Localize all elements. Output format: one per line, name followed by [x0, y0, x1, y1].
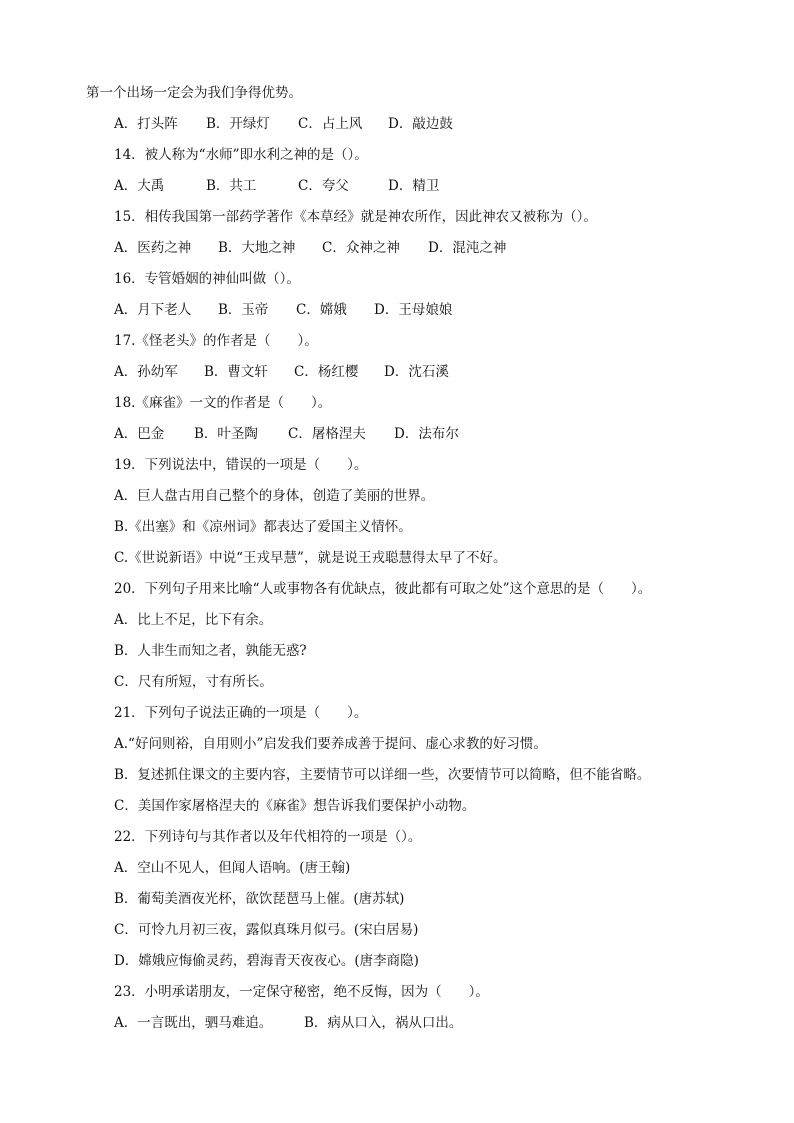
option-row	[114, 424, 459, 444]
question-stem: 14．被人称为“水师”即水利之神的是（）。	[114, 147, 368, 163]
question-stem: 17.《怪老头》的作者是（ ）。	[114, 333, 318, 349]
option: C.《世说新语》中说“王戎早慧”，就是说王戎聪慧得太早了不好。	[114, 550, 507, 566]
option: D．沈石溪	[384, 364, 449, 380]
option: C．杨红樱	[294, 364, 359, 380]
option: B．玉帝	[218, 302, 269, 318]
question-stem: 22．下列诗句与其作者以及年代相符的一项是（）。	[114, 829, 422, 845]
option: D．王母娘娘	[374, 302, 453, 318]
option: D．混沌之神	[428, 240, 507, 256]
option-row	[114, 300, 452, 320]
question-stem: 21．下列句子说法正确的一项是（ ）。	[114, 705, 368, 721]
option: B．人非生而知之者，孰能无惑?	[114, 643, 307, 659]
option: B．病从口入，祸从口出。	[304, 1015, 463, 1031]
option: B．叶圣陶	[194, 426, 258, 442]
intro-text: 第一个出场一定会为我们争得优势。	[86, 85, 302, 101]
option: A．打头阵	[114, 116, 178, 132]
option: D．法布尔	[394, 426, 459, 442]
option: D．敲边鼓	[388, 116, 453, 132]
option: A．一言既出，驷马难追。	[114, 1015, 273, 1031]
question-stem: 19．下列说法中，错误的一项是（ ）。	[114, 457, 368, 473]
question-stem: 20．下列句子用来比喻“人或事物各有优缺点，彼此都有可取之处”这个意思的是（ ）。	[114, 581, 652, 597]
option-row	[114, 238, 506, 258]
option: C．尺有所短，寸有所长。	[114, 674, 273, 690]
option: A．巨人盘古用自己整个的身体，创造了美丽的世界。	[114, 488, 435, 504]
option: C．夸父	[298, 178, 349, 194]
option: B.《出塞》和《凉州词》都表达了爱国主义情怀。	[114, 519, 412, 535]
option: C．可怜九月初三夜，露似真珠月似弓。(宋白居易)	[114, 922, 419, 938]
question-stem: 23．小明承诺朋友，一定保守秘密，绝不反悔，因为（ ）。	[114, 984, 489, 1000]
question-stem: 16．专管婚姻的神仙叫做（）。	[114, 271, 300, 287]
option: A．月下老人	[114, 302, 192, 318]
option: B．开绿灯	[206, 116, 270, 132]
option: A．孙幼军	[114, 364, 178, 380]
question-stem: 18.《麻雀》一文的作者是（ ）。	[114, 395, 332, 411]
option: D．精卫	[388, 178, 440, 194]
option: B．共工	[206, 178, 257, 194]
option: C．美国作家屠格涅夫的《麻雀》想告诉我们要保护小动物。	[114, 798, 476, 814]
option: A．医药之神	[114, 240, 192, 256]
option: C．屠格涅夫	[288, 426, 366, 442]
option: A．比上不足，比下有余。	[114, 612, 273, 628]
option: A．大禹	[114, 178, 165, 194]
option: B．葡萄美酒夜光杯，欲饮琵琶马上催。(唐苏轼)	[114, 891, 405, 907]
option-row	[114, 1013, 462, 1033]
option: C．嫦娥	[296, 302, 347, 318]
option-row	[114, 176, 439, 196]
option: C．占上风	[298, 116, 363, 132]
option: B．大地之神	[218, 240, 296, 256]
option: B．曹文轩	[204, 364, 268, 380]
option: A.“好问则裕，自用则小”启发我们要养成善于提问、虚心求教的好习惯。	[114, 736, 547, 752]
option: D．嫦娥应悔偷灵药，碧海青天夜夜心。(唐李商隐)	[114, 953, 419, 969]
question-stem: 15．相传我国第一部药学著作《本草经》就是神农所作，因此神农又被称为（）。	[114, 209, 597, 225]
option-row	[114, 362, 449, 382]
option: A．空山不见人，但闻人语响。(唐王翰)	[114, 860, 351, 876]
option: C．众神之神	[322, 240, 400, 256]
option-row	[114, 114, 453, 134]
option: A．巴金	[114, 426, 165, 442]
option: B．复述抓住课文的主要内容，主要情节可以详细一些，次要情节可以简略，但不能省略。	[114, 767, 651, 783]
